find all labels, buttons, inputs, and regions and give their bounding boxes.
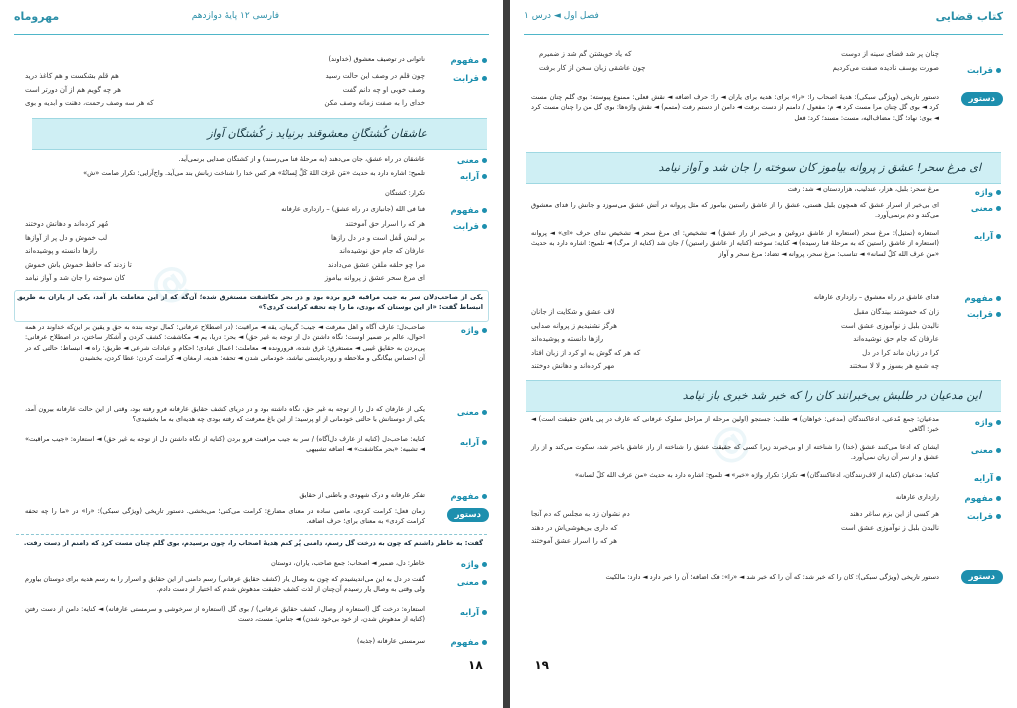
hemistich-first: چنان پر شد فضای سینه از دوست — [841, 50, 939, 58]
passage-text: گفت: به خاطر داشتم که چون به درخت گل رسم، دامنی پُر کنم هدیهٔ اصحاب را، چون برسیدم، بوی گلم چنان مست کرد که دامنم از دست رفت. — [23, 539, 483, 547]
poem-line — [531, 306, 939, 320]
hemistich-first: هر که را اسرار حق آموختند — [345, 220, 425, 228]
poem-line — [25, 97, 425, 111]
text-mani: ایشان که ادعا می‌کنند عشق (خدا) را شناخته از او بی‌خبرند زیرا کسی که حقیقت عشق را شناخته از راز عاشق باخبر شد، سکوت می‌کند و از راز عشق و از سر آن زبان نمی‌آورد. — [531, 443, 939, 462]
hemistich-first: ای مرغ سحر عشق ز پروانه بیاموز — [324, 274, 425, 283]
label-mani: معنی — [457, 408, 487, 418]
hemistich-first: چه شمع هر بسوز و لا لا سختند — [849, 362, 939, 371]
poem-line — [25, 70, 425, 84]
text-mafhoom: سرمستی عارفانه (جذبه) — [357, 637, 425, 645]
hemistich-second: که هر سه وصف رحمت، دهنت و ابدیه و بوی — [25, 99, 154, 108]
label-gharabat: قرابت — [453, 74, 487, 84]
hemistich-second: مهر کرده‌اند و دهانش دوختند — [531, 362, 615, 371]
hemistich-second: دم نشوان زد به مجلس که دم آنجا — [531, 510, 630, 518]
watermark: @ — [140, 252, 200, 314]
text-mani: عاشقان در راه عشق، جان می‌دهند (به مرحلهٔ فنا می‌رسند) و از کشتگان صدایی برنمی‌آید. — [178, 155, 425, 163]
hemistich-first: وصف خوبی او چه دانم گفت — [342, 85, 425, 94]
label-araye: آرایه — [974, 232, 1001, 242]
hemistich-second: لب خموش و دل پر از آوازها — [25, 233, 108, 242]
hemistich-first: چون قلم در وصف این حالت رسید — [325, 72, 425, 80]
poem-line — [25, 218, 425, 232]
hemistich-second: لاف عشق و شکایت از جانان — [531, 308, 615, 316]
text-araye: استعاره: درخت گل (استعاره از وصال، کشف حقایق عرفانی) / بوی گل (استعاره از سرخوشی و سرمستی عارفانه) ◄ کنایه: دامن از دست رفتن (کنایه از مدهوش شدن، از خود بی‌خود شدن) ◄ جناس: مست، دست — [25, 605, 425, 624]
poem-line — [539, 62, 939, 76]
label-mafhoom: مفهوم — [450, 638, 487, 648]
verse-band — [526, 152, 1001, 184]
label-gharabat: قرابت — [967, 310, 1001, 320]
hemistich-second: رازها دانسته و پوشیده‌اند — [25, 247, 98, 256]
left-page — [0, 0, 503, 708]
hemistich-second: چون عاشقی زبان سخن از کار برفت — [539, 63, 646, 72]
hemistich-second: هر چه گویم هم از آن دورتر است — [25, 85, 121, 94]
verse-text: عاشقان کُشتگانِ معشوقند برنیاید ز کُشتگان آواز — [207, 127, 427, 140]
hemistich-second: هر که را اسرار عشق آموختند — [531, 537, 617, 546]
divider — [16, 534, 487, 535]
label-mani: معنی — [457, 578, 487, 588]
hemistich-first: عارفان که جام حق نوشیده‌اند — [339, 247, 425, 256]
label-gharabat: قرابت — [453, 222, 487, 232]
text-mani: یکی از عارفان که دل را از توجه به غیر حق، نگاه داشته بود و در دریای کشف حقایق عارفانه فرو رفته بود، وقتی از این حالت عارفانه بیرون آمد، یکی از دوستانش با حالتی خودمانی از او پرسید: از این باغ معرفت که رفته بودی چه هدیه‌ای به ما بخشیدی؟ — [25, 405, 425, 424]
poem-line — [531, 360, 939, 374]
poem-line — [25, 245, 425, 259]
poem-line — [531, 320, 939, 334]
label-araye: آرایه — [460, 608, 487, 618]
label-mafhoom: مفهوم — [450, 492, 487, 502]
text-dastoor: دستور تاریخی (ویژگی سبکی): کان را که خبر شد: که آن را که خبر شد ◄ «را»: فک اضافه؛ آن را خبر دارد ◄ دارد: مالکیت — [605, 573, 939, 581]
hemistich-second: رازها دانسته و پوشیده‌اند — [531, 335, 604, 344]
text-mafhoom: تفکر عارفانه و درک شهودی و باطنی از حقایق — [299, 491, 425, 499]
label-mafhoom: مفهوم — [964, 294, 1001, 304]
page-number: ۱۸ — [468, 658, 483, 672]
hemistich-first: کرا در زبان ماند کرا در دل — [862, 348, 939, 357]
label-gharabat: قرابت — [967, 512, 1001, 522]
publisher-logo: کتاب قضایی — [935, 10, 1003, 23]
poem-line — [531, 535, 939, 549]
hemistich-second: هم قلم بشکست و هم کاغذ درید — [25, 72, 119, 80]
passage-text: یکی از صاحب‌دلان سر به جیب مراقبه فرو برده بود و در بحر مکاشفت مستغرق شده؛ آن‌گه که از این معاملت باز آمد، یکی از یاران به طریق انبساط گفت: «از این بوستان که بودی، ما را چه تحفه کرامت کردی؟» — [17, 293, 483, 312]
text-dastoor: زمان فعل: کرامت کردی، ماضی ساده در معنای مضارع: کرامت می‌کنی؛ می‌بخشی. دستور تاریخی (ویژگی سبکی): «را» در «ما را چه تحفه کرامت کردی» به معنای برای؛ حرف اضافه. — [25, 507, 425, 526]
watermark: @ — [700, 412, 760, 474]
badge-dastoor: دستور — [447, 508, 489, 522]
verse-band — [32, 118, 487, 150]
hemistich-second: که داری بی‌هوشی‌اش در دهند — [531, 523, 618, 532]
hemistich-second: تا زدند که حافظ خموش باش خموش — [25, 260, 132, 269]
hemistich-first: زان که خموشند بیندگان مقبل — [853, 308, 939, 316]
label-mani: معنی — [457, 156, 487, 166]
poem-block — [539, 48, 939, 75]
book-gutter — [503, 0, 510, 708]
hemistich-first: هر کسی از این بزم ساغر دهند — [849, 510, 939, 518]
text-araye-b: تکرار: کشتگان — [385, 189, 425, 197]
label-mafhoom: مفهوم — [450, 56, 487, 66]
poem-line — [531, 522, 939, 536]
poem-line — [25, 259, 425, 273]
poem-line — [539, 48, 939, 62]
text-mafhoom: رازداری عارفانه — [895, 493, 939, 501]
badge-dastoor: دستور — [961, 92, 1003, 106]
verse-band — [526, 380, 1001, 412]
publisher-logo: مهروماه — [14, 10, 60, 23]
hemistich-second: کان سوخته را جان شد و آواز نیامد — [25, 274, 125, 283]
label-araye: آرایه — [460, 438, 487, 448]
header-crumb: فصل اول ◄ درس ۱ — [524, 11, 599, 21]
text-araye: تلمیح: اشاره دارد به حدیث «مَن عَرَفَ اللهَ کَلَّ لِسانُهُ» هر کس خدا را شناخت زبانش بند می‌آید. واج‌آرایی: تکرار صامت «ش» — [83, 169, 425, 177]
text-mani: گفت در دل به این می‌اندیشیدم که چون به وصال یار (کشف حقایق عرفانی) رسم دامنی از این حقایق و اسرار را به رسم هدیه برای دوستان بیاورم ولی وقتی به وصال یار رسیدم آن‌چنان از لذت کشف حقیقت مدهوش شدم که اختیار از دست دادم. — [25, 575, 425, 594]
poem-block — [25, 70, 425, 111]
text-mafhoom: ناتوانی در توصیف معشوق (خداوند) — [328, 55, 425, 63]
text-dastoor: دستور تاریخی (ویژگی سبکی): هدیهٔ اصحاب را: «را» برای: هدیه برای یاران ◄ را: حرف اضافه ◄ نقش فعلی: ممنوع پیوسته: بوی گلم چنان مست کرد ◄ بوی گل چنان مرا مست کرد ◄ م: مفعول / دامنم از دست برفت ◄ دامن از دستم رفت (متمم) ◄ نقش واژه‌ها: بوی گل من را چنان مست کرد ◄ بوی: نهاد؛ گل: مضاف‌الیه، مست: مسند؛ کرد: فعل — [531, 93, 939, 122]
poem-line — [531, 333, 939, 347]
page-number: ۱۹ — [534, 658, 549, 672]
label-vazhe: واژه — [975, 188, 1001, 198]
label-mani: معنی — [971, 446, 1001, 456]
label-gharabat: قرابت — [967, 66, 1001, 76]
hemistich-first: صورت یوسف نادیده صفت می‌کردیم — [832, 63, 939, 72]
text-mafhoom: فدای عاشق در راه معشوق – رازداری عارفانه — [813, 293, 939, 301]
poem-line — [25, 232, 425, 246]
label-vazhe: واژه — [461, 326, 487, 336]
hemistich-first: بر لبش قُفل است و در دل رازها — [330, 233, 425, 242]
badge-dastoor: دستور — [961, 570, 1003, 584]
hemistich-second: که یاد خویشتن گم شد ز ضمیرم — [539, 50, 632, 58]
label-mani: معنی — [971, 204, 1001, 214]
verse-text: این مدعیان در طلبش بی‌خبرانند کان را که خبر شد خبری باز نیامد — [682, 389, 981, 402]
label-araye: آرایه — [460, 172, 487, 182]
hemistich-second: که هر که گوش به او کرد از زبان افتاد — [531, 348, 641, 357]
right-page-header — [524, 8, 1003, 35]
hemistich-first: مرا چو حلقه ملقن عشق می‌دادند — [327, 260, 425, 269]
text-mani: ای بی‌خبر از اسرار عشق که همچون بلبل هستی، عشق را از عاشق راستین بیاموز که مثل پروانه در آتش عشق می‌سوزد و جانش را فدای معشوق می‌کند و دم برنمی‌آورد. — [531, 201, 939, 220]
hemistich-first: خدای را به صفت زمانه وصف مکن — [324, 99, 425, 108]
label-mafhoom: مفهوم — [964, 494, 1001, 504]
poem-line — [25, 84, 425, 98]
label-vazhe: واژه — [461, 560, 487, 570]
text-araye: استعاره (تمثیل): مرغ سحر (استعاره از عاشق دروغین و بی‌خبر از راز عشق) ◄ تشخیص: ای مرغ سحر ◄ تشخیص ندای حرف «ای» ◄ پروانه (استعاره از عاشق راستین که به مرحلهٔ فنا رسیده) ◄ کنایه: سوخته (کنایه از عاشق راستین) / جان شد (کنایه از مرگ) ◄ تلمیح: اشاره دارد به حدیث «من عرف الله کلّ لسانه» ◄ تناسب: مرغ سحر، پروانه ◄ تضاد: مرغ سحر و آواز — [531, 229, 939, 258]
poem-line — [531, 508, 939, 522]
text-vazhe: مدعیان: جمع مُدعی، ادعاکنندگان (مدعی: خواهان) ◄ طلب: جستجو (اولین مرحله از مراحل سلوک عرفانی که عارف در پی یافتن حقیقت است) ◄ خبر: آگاهی — [531, 415, 939, 434]
text-araye: کنایه: مدعیان (کنایه از لاف‌زنندگان، ادعاکنندگان) ◄ تکرار: تکرار واژه «خبر» ◄ تلمیح: اشاره دارد به حدیث «من عرف الله کلّ لسانه» — [574, 471, 939, 479]
label-araye: آرایه — [974, 474, 1001, 484]
hemistich-first: نالیدن بلبل ز نوآموزی عشق است — [840, 321, 939, 330]
text-mafhoom: فنا فی الله (جانبازی در راه عشق) – رازداری عارفانه — [281, 205, 425, 213]
text-vazhe: مرغ سحر: بلبل، هزار، عندلیب، هزاردستان ◄ شد: رفت — [787, 185, 939, 193]
poem-line — [25, 272, 425, 286]
poem-block — [531, 306, 939, 374]
poem-line — [531, 347, 939, 361]
hemistich-second: مُهر کرده‌اند و دهانش دوختند — [25, 220, 109, 228]
hemistich-first: نالیدن بلبل ز نوآموزی عشق است — [840, 523, 939, 532]
label-vazhe: واژه — [975, 418, 1001, 428]
text-vazhe: خاطر: دل، ضمیر ◄ اصحاب: جمع صاحب، یاران، دوستان — [270, 559, 425, 567]
text-araye: کنایه: صاحب‌دل (کنایه از عارف دل‌آگاه) / سر به جیب مراقبت فرو بردن (کنایه از نگاه داشتن دل از توجه به غیر حق) ◄ استعاره: «جیب مراقبت» ◄ تشبیه: «بحر مکاشفت» ◄ اضافه تشبیهی — [25, 435, 425, 454]
poem-block — [25, 218, 425, 286]
left-page-header — [14, 8, 489, 35]
text-vazhe: صاحب‌دل: عارف آگاه و اهل معرفت ◄ جیب: گریبان، یقه ◄ مراقبت: (در اصطلاح عرفانی: کمال توجه بنده به حق و یقین بر این‌که خداوند در همه احوال، عالم بر ضمیر اوست؛ نگاه داشتن دل از توجه به غیر حق) ◄ بحر: دریا، یم ◄ مکاشفت: کشف کردن و آشکار ساختن، در اصطلاح عرفانی: پی‌بردن به حقایق غیبی ◄ مستغرق: غرق شده، فرورونده ◄ معاملت: اعمال عبادی؛ احکام و عبادات شرعی ◄ طریق: راه ◄ انبساط: حالتی که در آن احساس بیگانگی و ملاحظه و رودربایستی نباشد، خودمانی شدن ◄ تحفه: هدیه، ارمغان ◄ کرامت کردن: عطا کردن، بخشیدن — [25, 323, 425, 363]
poem-block — [531, 508, 939, 549]
verse-text: ای مرغ سحر! عشق ز پروانه بیاموز کان سوخته را جان شد و آواز نیامد — [658, 161, 981, 174]
hemistich-second: هرگز نشنیدیم ز پروانه صدایی — [531, 321, 617, 330]
label-mafhoom: مفهوم — [450, 206, 487, 216]
right-page — [510, 0, 1017, 708]
header-crumb: فارسی ۱۲ پایهٔ دوازدهم — [191, 11, 279, 21]
hemistich-first: عارفان که جام حق نوشیده‌اند — [853, 335, 939, 344]
